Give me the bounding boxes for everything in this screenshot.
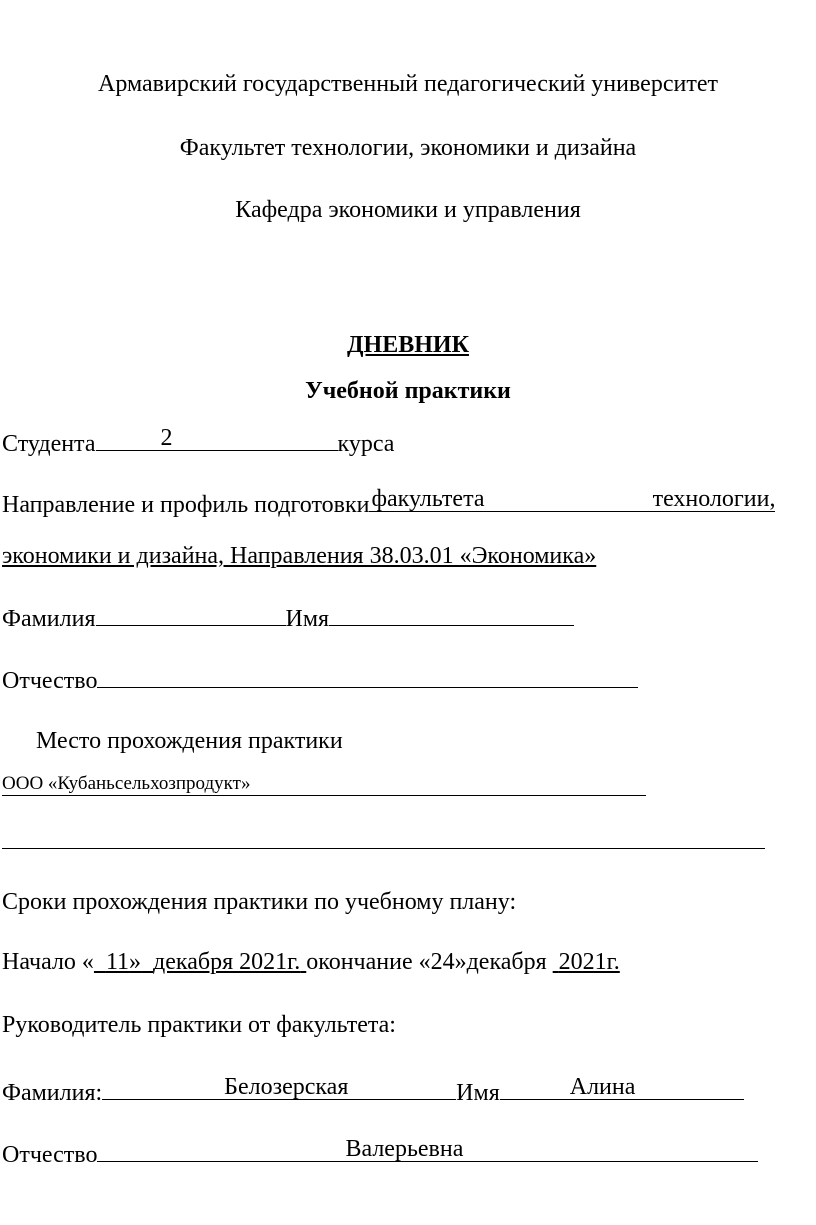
- direction-line-1: [2, 484, 816, 519]
- supervisor-name-line: [2, 1072, 744, 1107]
- faculty-name: Факультет технологии, экономики и дизайна: [179, 135, 637, 161]
- direction-label: Направление и профиль подготовки: [2, 492, 370, 518]
- name-label: Имя: [285, 606, 330, 632]
- supervisor-surname-label: Фамилия:: [2, 1080, 103, 1106]
- direction-word-2: технологии,: [652, 486, 776, 512]
- student-patronymic-line: [2, 665, 638, 695]
- practice-place-extra-line: [2, 848, 765, 849]
- document-title: ДНЕВНИК: [347, 332, 469, 358]
- student-course-line: [2, 424, 394, 458]
- start-day: 11: [105, 949, 130, 975]
- supervisor-label: Руководитель практики от факультета:: [2, 1012, 396, 1038]
- department-name: Кафедра экономики и управления: [235, 197, 581, 223]
- end-year: 2021г.: [558, 949, 620, 975]
- name-blank: [329, 603, 574, 626]
- university-name: Армавирский государственный педагогический университет: [98, 71, 718, 97]
- supervisor-patronymic-label: Отчество: [2, 1142, 98, 1168]
- supervisor-surname-field: [102, 1072, 456, 1100]
- supervisor-patronymic-line: [2, 1134, 758, 1169]
- end-label: окончание «24»декабря: [306, 949, 547, 975]
- direction-word-1: факультета: [371, 486, 485, 512]
- practice-place-label: Место прохождения практики: [36, 728, 343, 754]
- surname-label: Фамилия: [2, 606, 96, 632]
- supervisor-surname: Белозерская: [224, 1074, 349, 1100]
- document-subtitle: Учебной практики: [305, 378, 511, 404]
- course-field: [96, 424, 338, 451]
- start-close-quote: »: [129, 949, 142, 975]
- patronymic-label: Отчество: [2, 668, 98, 694]
- terms-dates-line: [2, 949, 620, 976]
- student-name-line: [2, 603, 574, 633]
- direction-field: [369, 484, 775, 512]
- course-label: курса: [337, 431, 395, 457]
- supervisor-name: Алина: [569, 1074, 636, 1100]
- start-month-year: декабря 2021г.: [153, 949, 301, 975]
- supervisor-name-field: [500, 1072, 744, 1100]
- course-value: 2: [160, 425, 173, 451]
- practice-place-line: [2, 773, 646, 796]
- terms-label: Сроки прохождения практики по учебному плану:: [2, 889, 517, 915]
- supervisor-patronymic: Валерьевна: [345, 1136, 464, 1162]
- supervisor-patronymic-field: [97, 1134, 758, 1162]
- surname-blank: [96, 603, 286, 626]
- student-label: Студента: [2, 431, 96, 457]
- start-label: Начало «: [2, 949, 94, 975]
- supervisor-name-label: Имя: [456, 1080, 500, 1106]
- direction-line-2: экономики и дизайна, Направления 38.03.01 «Экономика»: [2, 543, 597, 569]
- patronymic-blank: [97, 665, 638, 688]
- practice-place-value: ООО «Кубаньсельхозпродукт»: [2, 773, 646, 796]
